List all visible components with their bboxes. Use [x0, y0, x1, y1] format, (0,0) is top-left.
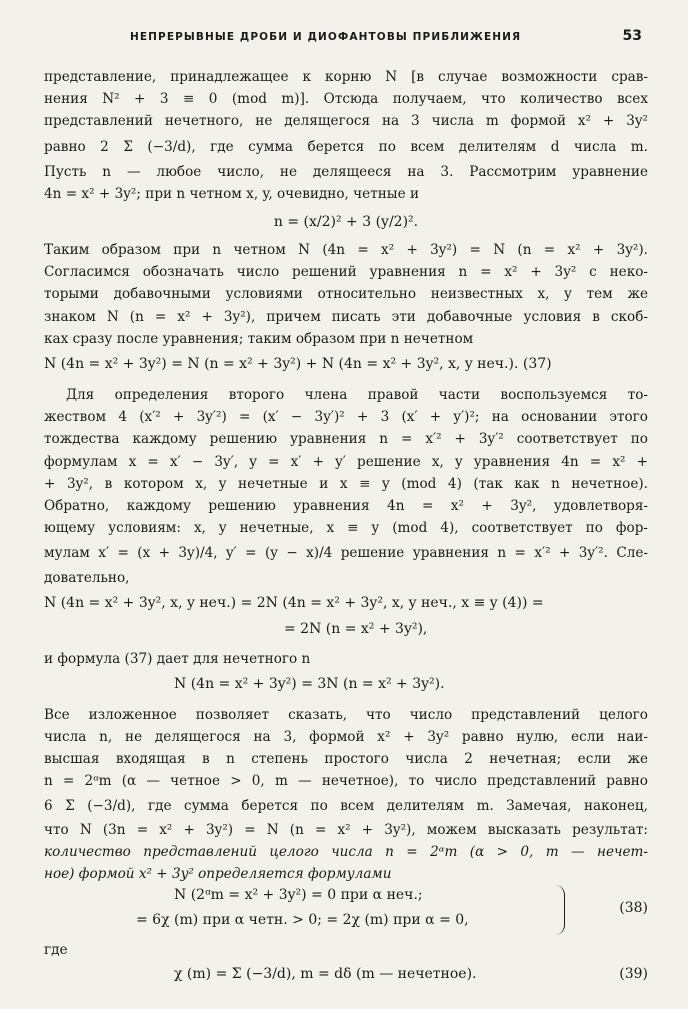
text-line: Таким образом при n четном N (4n = x² + 3y²) = N (n = x² + 3y²). — [44, 242, 648, 259]
equation-37: N (4n = x² + 3y²) = N (n = x² + 3y²) + N (4n = x² + 3y², x, y неч.). (37) — [44, 356, 552, 373]
running-title: НЕПРЕРЫВНЫЕ ДРОБИ И ДИОФАНТОВЫ ПРИБЛИЖЕНИЯ — [130, 31, 522, 43]
text-line: знаком N (n = x² + 3y²), причем писать эти добавочные условия в скоб- — [44, 308, 648, 325]
equation-number-38: (38) — [619, 900, 648, 917]
right-brace — [554, 885, 565, 935]
text-line: числа n, не делящегося на 3, формой x² + 3y² равно нулю, если наи- — [44, 729, 648, 746]
text-line: Согласимся обозначать число решений уравнения n = x² + 3y² с неко- — [44, 264, 648, 281]
text-line: представление, принадлежащее к корню N [в случае возможности срав- — [44, 69, 648, 85]
page-number: 53 — [622, 28, 642, 44]
text-line: ющему условиям: x, y нечетные, x ≡ y (mod 4), соответствует по фор- — [44, 520, 648, 537]
equation-a2: = 2N (n = x² + 3y²), — [284, 620, 428, 637]
text-line: довательно, — [44, 570, 130, 587]
equation-38 — [44, 885, 648, 939]
text-line: 4n = x² + 3y²; при n четном x, y, очевидно, четные и — [44, 185, 420, 202]
text-line: мулам x′ = (x + 3y)/4, y′ = (y − x)/4 решение уравнения n = x′² + 3y′². Сле- — [44, 545, 648, 562]
page-body — [44, 66, 648, 995]
text-line: и формула (37) дает для нечетного n — [44, 650, 311, 667]
italic-statement-line: ное) формой x² + 3y² определяется формулами — [44, 866, 392, 883]
text-line: Пусть n — любое число, не делящееся на 3. Рассмотрим уравнение — [44, 163, 648, 180]
equation-38-row2: = 6χ (m) при α четн. > 0; = 2χ (m) при α = 0, — [136, 912, 469, 929]
equation-39 — [44, 961, 648, 995]
paragraph-first-line: Для определения второго члена правой части воспользуемся то- — [66, 387, 648, 404]
equation-number-39: (39) — [619, 966, 648, 983]
text-line: равно 2 Σ (−3/d), где сумма берется по всем делителям d числа m. — [44, 138, 648, 155]
text-line: нения N² + 3 ≡ 0 (mod m)]. Отсюда получаем, что количество всех — [44, 91, 648, 108]
equation-a1: N (4n = x² + 3y², x, y неч.) = 2N (4n = x² + 3y², x, y неч., x ≡ y (4)) = — [44, 594, 544, 611]
text-line: торыми добавочными условиями относительно неизвестных x, y тем же — [44, 286, 648, 303]
text-line: ках сразу после уравнения; таким образом при n нечетном — [44, 330, 474, 347]
text-line: что N (3n = x² + 3y²) = N (n = x² + 3y²), можем высказать результат: — [44, 821, 648, 838]
text-line: Все изложенное позволяет сказать, что число представлений целого — [44, 706, 648, 723]
text-line: + 3y², в котором x, y нечетные и x ≡ y (mod 4) (так как n нечетное). — [44, 475, 648, 492]
equation-38-row1: N (2ᵅm = x² + 3y²) = 0 при α неч.; — [174, 887, 423, 904]
equation-n: n = (x/2)² + 3 (y/2)². — [273, 214, 419, 231]
equation-b: N (4n = x² + 3y²) = 3N (n = x² + 3y²). — [174, 675, 445, 692]
italic-statement-line: количество представлений целого числа n = 2ᵅm (α > 0, m — нечет- — [44, 843, 648, 860]
page-header — [46, 28, 642, 44]
equation-39-body: χ (m) = Σ (−3/d), m = dδ (m — нечетное). — [174, 966, 477, 983]
text-line: формулам x = x′ − 3y′, y = x′ + y′ решение x, y уравнения 4n = x² + — [44, 453, 648, 470]
text-line: Обратно, каждому решению уравнения 4n = x² + 3y², удовлетворя- — [44, 498, 648, 515]
text-line: жеством 4 (x′² + 3y′²) = (x′ − 3y′)² + 3 (x′ + y′)²; на основании этого — [44, 409, 648, 426]
text-line: тождества каждому решению уравнения n = x′² + 3y′² соответствует по — [44, 431, 648, 448]
text-line: 6 Σ (−3/d), где сумма берется по всем делителям m. Замечая, наконец, — [44, 797, 648, 814]
text-line: высшая входящая в n степень простого числа 2 нечетная; если же — [44, 751, 648, 768]
text-line: представлений нечетного, не делящегося на 3 числа m формой x² + 3y² — [44, 113, 648, 130]
where-word: где — [44, 942, 68, 959]
text-line: n = 2ᵅm (α — четное > 0, m — нечетное), то число представлений равно — [44, 773, 648, 790]
